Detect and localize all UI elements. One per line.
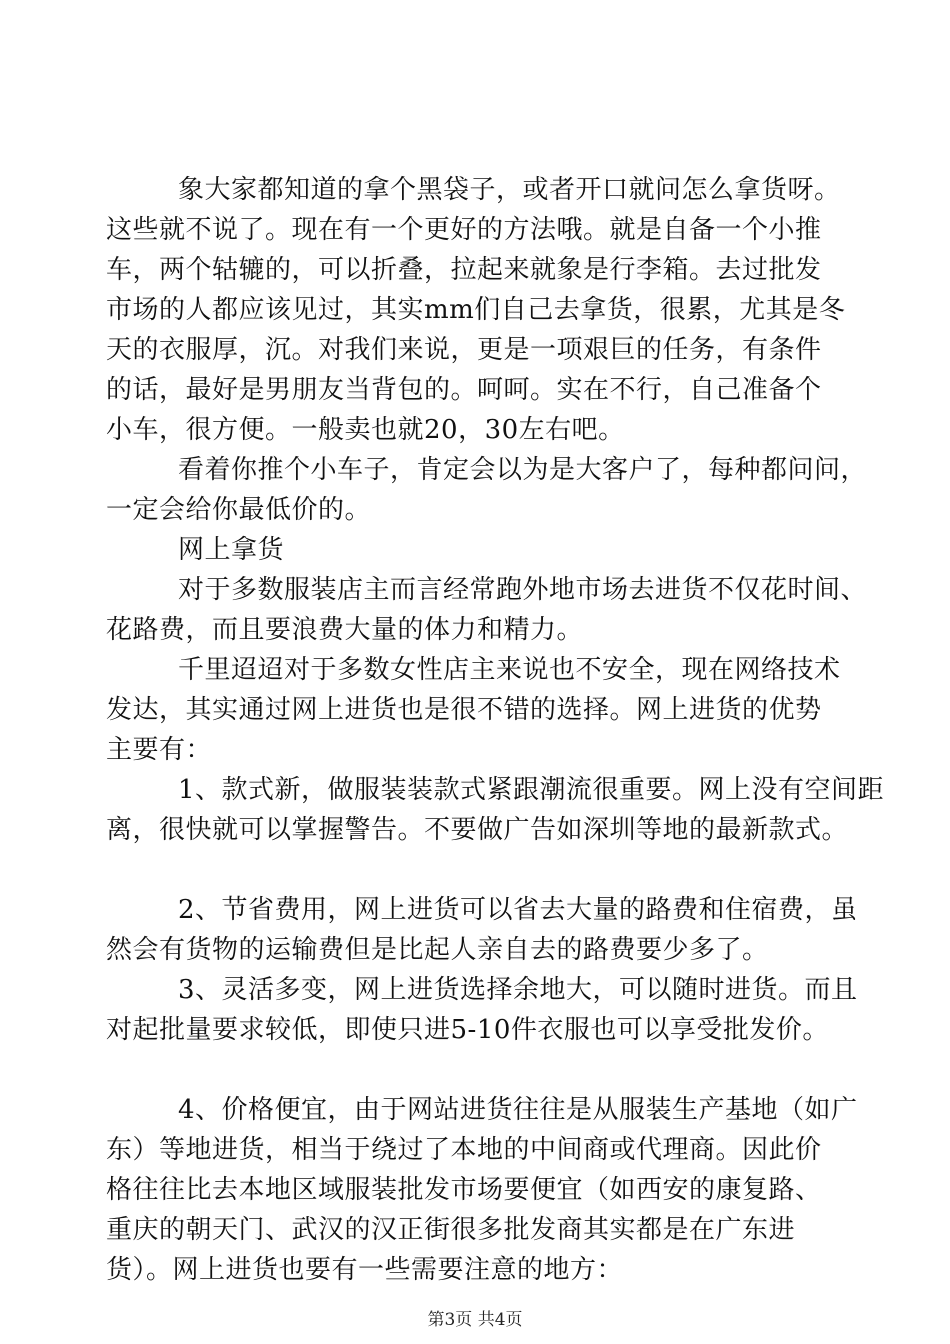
text-line: 东）等地进货，相当于绕过了本地的中间商或代理商。因此价 <box>106 1135 822 1165</box>
list-item-line: 4、价格便宜，由于网站进货往往是从服装生产基地（如广 <box>178 1095 858 1125</box>
page-footer <box>0 1310 950 1330</box>
text-line: 然会有货物的运输费但是比起人亲自去的路费要少多了。 <box>106 935 769 965</box>
list-item-line: 3、灵活多变，网上进货选择余地大，可以随时进货。而且 <box>178 975 858 1005</box>
text-line: 重庆的朝天门、武汉的汉正街很多批发商其实都是在广东进 <box>106 1215 796 1245</box>
text-line: 对于多数服装店主而言经常跑外地市场去进货不仅花时间、 <box>178 575 868 605</box>
text-line: 花路费，而且要浪费大量的体力和精力。 <box>106 615 584 645</box>
text-line: 对起批量要求较低，即使只进5-10件衣服也可以享受批发价。 <box>106 1015 829 1045</box>
text-line: 一定会给你最低价的。 <box>106 495 372 525</box>
text-line: 主要有： <box>106 735 213 765</box>
text-line: 离，很快就可以掌握警告。不要做广告如深圳等地的最新款式。 <box>106 815 849 845</box>
text-line: 格往往比去本地区域服装批发市场要便宜（如西安的康复路、 <box>106 1175 822 1205</box>
text-line: 看着你推个小车子，肯定会以为是大客户了，每种都问问， <box>178 455 868 485</box>
text-line: 发达，其实通过网上进货也是很不错的选择。网上进货的优势 <box>106 695 822 725</box>
text-line: 车，两个轱辘的，可以折叠，拉起来就象是行李箱。去过批发 <box>106 255 822 285</box>
page-number-label: 第3页 共4页 <box>427 1310 523 1330</box>
list-item-line: 2、节省费用，网上进货可以省去大量的路费和住宿费，虽 <box>178 895 858 925</box>
text-line: 货）。网上进货也要有一些需要注意的地方： <box>106 1255 624 1285</box>
document-page <box>106 0 885 1344</box>
list-item-line: 1、款式新，做服装装款式紧跟潮流很重要。网上没有空间距 <box>178 775 885 805</box>
text-line: 千里迢迢对于多数女性店主来说也不安全，现在网络技术 <box>178 655 841 685</box>
section-heading: 网上拿货 <box>178 535 285 565</box>
text-line: 市场的人都应该见过，其实mm们自己去拿货，很累，尤其是冬 <box>106 295 846 325</box>
text-line: 的话，最好是男朋友当背包的。呵呵。实在不行，自己准备个 <box>106 375 822 405</box>
text-line: 小车，很方便。一般卖也就20，30左右吧。 <box>106 415 625 445</box>
text-line: 这些就不说了。现在有一个更好的方法哦。就是自备一个小推 <box>106 215 822 245</box>
text-line: 天的衣服厚，沉。对我们来说，更是一项艰巨的任务，有条件 <box>106 335 822 365</box>
text-line: 象大家都知道的拿个黑袋子，或者开口就问怎么拿货呀。 <box>178 175 841 205</box>
